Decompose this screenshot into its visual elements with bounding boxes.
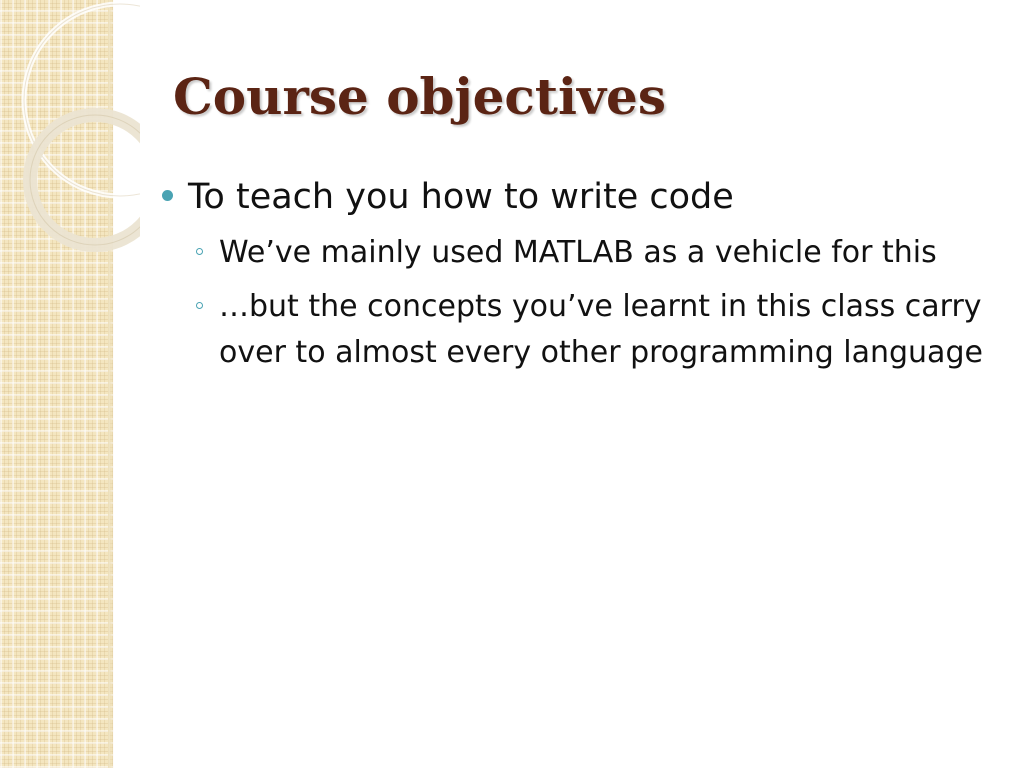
bullet-text: To teach you how to write code bbox=[188, 177, 734, 217]
sub-bullet-item bbox=[160, 284, 1010, 376]
bullet-dot-icon bbox=[162, 190, 173, 201]
sub-bullet-text: …but the concepts you’ve learnt in this class carry over to almost every other programming language bbox=[219, 289, 983, 370]
sub-bullet-list bbox=[160, 230, 1010, 376]
sub-bullet-item bbox=[160, 230, 1010, 276]
slide-content bbox=[160, 170, 1010, 384]
bullet-item bbox=[160, 170, 1010, 224]
sub-bullet-ring-icon bbox=[196, 302, 203, 309]
sub-bullet-ring-icon bbox=[196, 248, 203, 255]
decorative-rings-icon bbox=[0, 0, 140, 260]
slide-title: Course objectives bbox=[173, 67, 666, 126]
sub-bullet-text: We’ve mainly used MATLAB as a vehicle for this bbox=[219, 235, 937, 270]
